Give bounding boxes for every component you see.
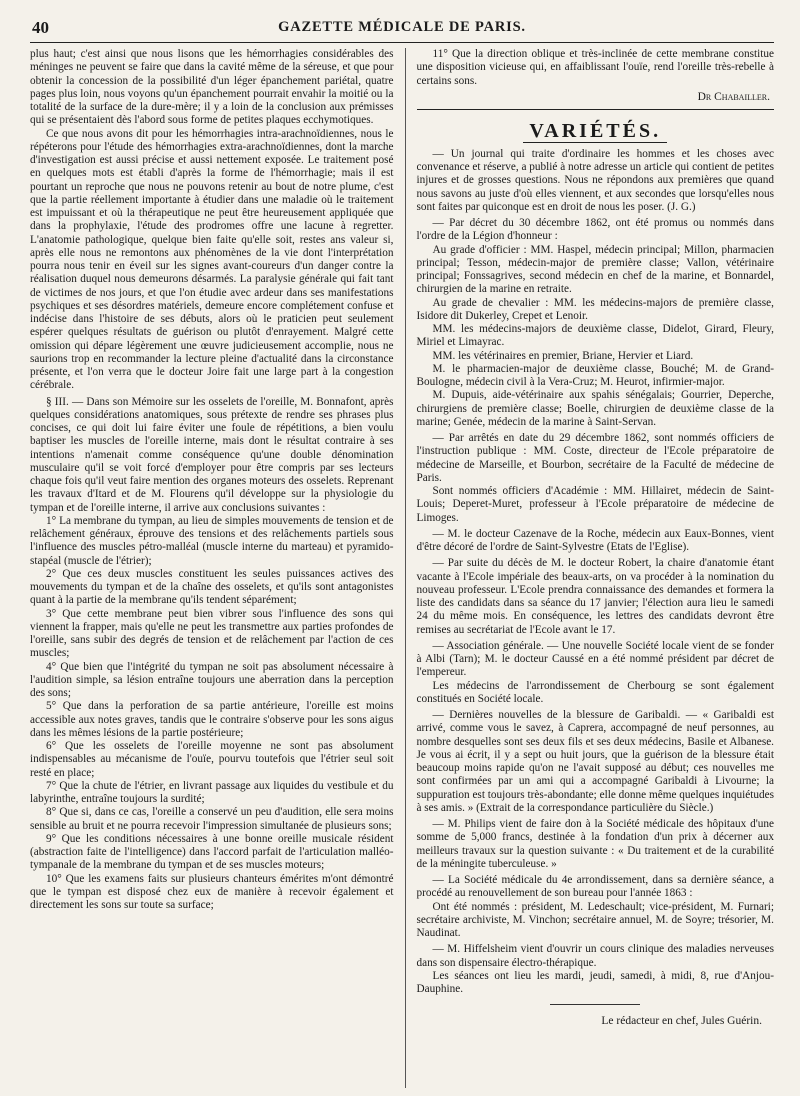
news-item: Les médecins de l'arrondissement de Cherbourg se sont également constitués en Société locale.	[416, 679, 774, 705]
news-item: — M. Philips vient de faire don à la Société médicale des hôpitaux d'une somme de 5,000 francs, destinée à la fondation d'un prix à décerner aux meilleurs travaux sur la question suivante : « Du traitement et de la curabilité de la méningite tuberculeuse. »	[416, 818, 774, 870]
section-title: VARIÉTÉS.	[523, 120, 667, 143]
author-signature: Dr Chabailler.	[697, 90, 770, 103]
list-item: 4° Que bien que l'intégrité du tympan ne soit pas absolument nécessaire à l'audition simple, sa lésion entraîne toujours une aberration dans la perception des sons;	[30, 660, 394, 699]
columns	[30, 48, 774, 1088]
right-column	[411, 48, 775, 1088]
paragraph: § III. — Dans son Mémoire sur les osselets de l'oreille, M. Bonnafont, après quelques considérations anatomiques, sous prétexte de rendre ses phrases plus concises, ce qui doit lui faire éviter une foule de répétitions, a bien voulu baptiser les muscles de l'oreille interne, mais dont le résultat contraire à ses intentions n'amenait comme conséquence qu'une double dénomination musculaire qu'il se voit forcé d'employer pour être compris par ses lecteurs chaque fois qu'il veut faire mention des organes moteurs des osselets. Reprenant les travaux d'Itard et de M. Flourens qu'il développe sur la physiologie du tympan et de l'oreille interne, il arrive aux conclusions suivantes :	[30, 395, 394, 514]
news-item: — M. le docteur Cazenave de la Roche, médecin aux Eaux-Bonnes, vient d'être décoré de l'ordre de Saint-Sylvestre (Etats de l'Eglise).	[416, 527, 774, 553]
news-item: Sont nommés officiers d'Académie : MM. Hillairet, médecin de Saint-Louis; Deperet-Muret, professeur à l'Ecole préparatoire de médecine de Limoges.	[416, 485, 774, 524]
news-item: — Par décret du 30 décembre 1862, ont été promus ou nommés dans l'ordre de la Légion d'honneur :	[416, 217, 774, 243]
editor-signature: Le rédacteur en chef, Jules Guérin.	[601, 1015, 762, 1028]
news-item: Les séances ont lieu les mardi, jeudi, samedi, à midi, 8, rue d'Anjou-Dauphine.	[416, 969, 774, 995]
news-item: MM. les médecins-majors de deuxième classe, Didelot, Girard, Fleury, Miriel et Limayrac.	[416, 323, 774, 349]
divider	[417, 109, 775, 110]
news-item: — La Société médicale du 4e arrondissement, dans sa dernière séance, a procédé au renouvellement de son bureau pour l'année 1863 :	[416, 874, 774, 900]
news-item: — Par arrêtés en date du 29 décembre 1862, sont nommés officiers de l'instruction publique : MM. Coste, directeur de l'Ecole préparatoire de médecine de Marseille, et Bourbon, secrétaire de la Faculté de médecine de Paris.	[416, 432, 774, 484]
divider	[550, 1004, 640, 1005]
news-item: M. Dupuis, aide-vétérinaire aux spahis sénégalais; Gourrier, Deperche, chirurgiens de première classe; Boelle, chirurgien de deuxième classe de la marine; Genée, médecin de la marine à Saint-Servan.	[416, 389, 774, 428]
left-column	[30, 48, 400, 1088]
list-item: 2° Que ces deux muscles constituent les seules puissances actives des mouvements du tympan et de la chaîne des osselets, et qu'ils sont antagonistes quant à la partie de la membrane qu'ils tendent séparément;	[30, 567, 394, 607]
list-item: 8° Que si, dans ce cas, l'oreille a conservé un peu d'audition, elle sera moins sensible au bruit et ne pourra recevoir l'impression simultanée de plusieurs sons;	[30, 806, 394, 832]
list-item: 10° Que les examens faits sur plusieurs chanteurs émérites m'ont démontré que le tympan est disposé chez eux de manière à recevoir également et directement les sons sur toute sa surface;	[30, 872, 394, 911]
section-heading	[417, 118, 775, 145]
list-item: 1° La membrane du tympan, au lieu de simples mouvements de tension et de relâchement généraux, éprouve des tensions et des relâchements partiels sous l'influence des muscles pétro-malléal (muscle interne du marteau) et pyramido-stapéal (muscle de l'étrier);	[30, 514, 394, 567]
news-item: — Par suite du décès de M. le docteur Robert, la chaire d'anatomie étant vacante à l'Ecole impériale des beaux-arts, on va procéder à la nomination du nouveau professeur. L'Ecole prendra connaissance des demandes et formera la liste des candidats dans sa séance du 17 janvier; l'élection aura lieu le samedi 24 du même mois. En conséquence, les lettres des candidats devront être remises au secrétariat de l'Ecole avant le 17.	[416, 557, 774, 636]
news-item: M. le pharmacien-major de deuxième classe, Bouché; M. de Grand-Boulogne, médecin civil à la Vera-Cruz; M. Heurot, infirmier-major.	[416, 362, 774, 388]
list-item: 3° Que cette membrane peut bien vibrer sous l'influence des sons qui viennent la frapper, mais qu'elle ne peut les transmettre aux parties profondes de l'oreille, sans subir des degrés de tension et de relâchement par l'action de ces muscles;	[30, 607, 394, 660]
list-item: 5° Que dans la perforation de sa partie antérieure, l'oreille est moins accessible aux notes graves, tandis que le contraire s'observe pour les sons aigus dans les mêmes lésions de la partie postérieure;	[30, 700, 394, 739]
news-item: MM. les vétérinaires en premier, Briane, Hervier et Liard.	[432, 349, 694, 362]
list-item: 9° Que les conditions nécessaires à une bonne oreille musicale résident (abstraction faite de l'intelligence) dans l'accord parfait de l'articulation malléo-tympanale de la membrane du tympan et de ses muscles moteurs;	[30, 832, 394, 872]
list-item: 6° Que les osselets de l'oreille moyenne ne sont pas absolument indispensables au mécanisme de l'ouïe, pourvu toutefois que l'étrier seul soit resté en place;	[30, 740, 394, 779]
column-divider	[405, 48, 406, 1088]
news-item: — M. Hiffelsheim vient d'ouvrir un cours clinique des maladies nerveuses dans son dispensaire électro-thérapique.	[416, 943, 774, 969]
page-number: 40	[32, 18, 49, 37]
page-header	[30, 16, 774, 43]
news-item: — Association générale. — Une nouvelle Société locale vient de se fonder à Albi (Tarn); M. le docteur Caussé en a été nommé président par décret de l'empereur.	[416, 639, 774, 679]
news-item: — Dernières nouvelles de la blessure de Garibaldi. — « Garibaldi est arrivé, comme vous le savez, à Caprera, accompagné de neuf personnes, au nombre desquelles sont ses deux fils et ses deux médecins, Basile et Albanese. Je vous ai écrit, il y a sept ou huit jours, que la guérison de la blessure était beaucoup moins rapide qu'on ne l'avait supposé au début; ces nouvelles me sont confirmées par un ami qui a accompagné Garibaldi à Livourne; la suppuration est toujours très-abondante; elle donne même quelques inquiétudes à ses amis. » (Extrait de la correspondance particulière du Siècle.)	[416, 709, 774, 814]
paragraph: plus haut; c'est ainsi que nous lisons que les hémorrhagies considérables des méninges ne peuvent se faire que dans la cavité même de la séreuse, et que pour obtenir la concession de la possibilité d'un léger épanchement pariétal, quatre pages plus loin, nous voyons qu'un épanchement pourrait envahir la moitié ou la totalité de la surface de la dure-mère; il y a loin de la conclusion aux prémisses qui se présentaient dès l'abord sous forme de petites plaques ecchymotiques.	[30, 48, 394, 127]
paragraph: Ce que nous avons dit pour les hémorrhagies intra-arachnoïdiennes, nous le répéterons pour l'étude des hémorrhagies extra-arachnoïdiennes, dont la marche d'investigation est aussi précise et aussi nettement exposée. Le traitement posé en quelques mots est établi d'après la forme de l'hémorrhagie; mais il est pourtant un reproche que nous ne pouvons retenir au bout de notre plume, c'est que la partie réellement importante à étudier dans une maladie où le traitement est impuissant et où la thérapeutique ne peut être heureusement appliquée que dans la prophylaxie, l'étude des prodromes offre une lacune à regretter. L'anatomie pathologique, quelque bien faite qu'elle soit, restes ans valeur si, après elle nous ne remontons aux phénomènes de la vie dont l'interprétation pourra nous tenir en éveil sur les signes avant-coureurs d'un danger contre la réalisation duquel nous demeurons désarmés. La paralysie générale qui fait tant de victimes de nos jours, et que l'on étudie avec ardeur dans ses manifestations psychiques et ses désordres matériels, demeure encore complétement confuse et indécise dans l'histoire de ses débuts, alors où le praticien peut seulement espérer quelques résultats de guérison ou plutôt d'enrayement. Malgré cette omission qui dépare légèrement une œuvre judicieusement accomplie, nous ne saurions trop en recommander la lecture pleine d'actualité dans la circonstance présente, et l'on verra que le docteur Joire fait une large part à la congestion cérébrale.	[30, 127, 394, 392]
list-item: 11° Que la direction oblique et très-inclinée de cette membrane constitue une disposition vicieuse qui, en affaiblissant l'ouïe, rend l'oreille très-rebelle à certains sons.	[416, 48, 774, 87]
list-item: 7° Que la chute de l'étrier, en livrant passage aux liquides du vestibule et du labyrinthe, entraîne toujours la surdité;	[30, 779, 394, 805]
running-title: GAZETTE MÉDICALE DE PARIS.	[278, 19, 526, 35]
news-item: Au grade d'officier : MM. Haspel, médecin principal; Millon, pharmacien principal; Tesson, médecin-major de première classe; Vallon, vétérinaire principal; Fonssagrives, second médecin en chef de la marine, et Bonnardel, chirurgien de la marine en retraite.	[416, 243, 774, 296]
news-item: Au grade de chevalier : MM. les médecins-majors de première classe, Isidore dit Dukerley, Crepet et Lenoir.	[416, 296, 774, 322]
news-item: — Un journal qui traite d'ordinaire les hommes et les choses avec convenance et réserve, a publié à notre adresse un article qui contient de petites injures et de grosses questions. Nous ne répondons aux premières que quand nous savons au juste d'où elles viennent, et aux secondes que lorsqu'elles nous sont faites par quiconque est en droit de nous les poser. (J. G.)	[416, 147, 774, 213]
news-item: Ont été nommés : président, M. Ledeschault; vice-président, M. Furnari; secrétaire archiviste, M. Vinchon; secrétaire annuel, M. de Soyre; trésorier, M. Naudinat.	[416, 900, 774, 939]
